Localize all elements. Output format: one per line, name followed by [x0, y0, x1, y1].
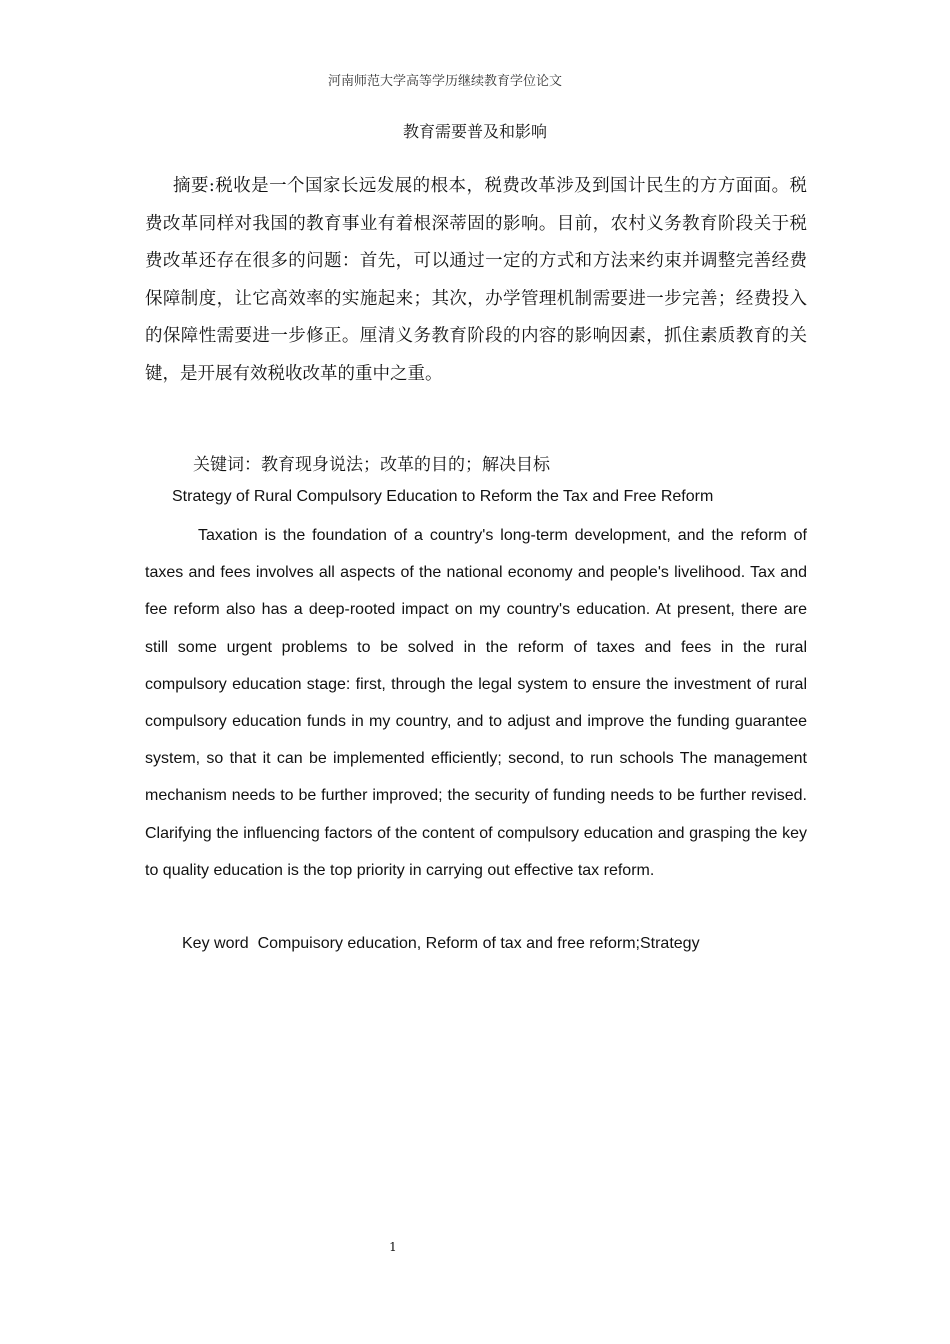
chinese-keywords [193, 450, 550, 475]
chinese-abstract-label: 摘要 [173, 175, 209, 195]
document-title: 教育需要普及和影响 [402, 122, 547, 141]
chinese-keywords-text: ；改革的目的；解决目标 [363, 455, 550, 475]
english-abstract: Taxation is the foundation of a country's long-term development, and the reform of taxes and fees involves all aspects of the national economy and people's livelihood. Tax and fee reform also has a deep-rooted impact on my country's education. At present, there are still some urgent problems to be solved in the reform of taxes and fees in the rural compulsory education stage: first, through the legal system to ensure the investment of rural compulsory education funds in my country, and to adjust and improve the funding guarantee system, so that it can be implemented efficiently; second, to run schools The management mechanism needs to be further improved; the security of funding needs to be further revised. Clarifying the influencing factors of the content of compulsory education and grasping the key to quality education is the top priority in carrying out effective tax reform. [145, 527, 807, 879]
chinese-abstract-text: 税收是一个国家长远发展的根本，税费改革涉及到国计民生的方方面面。税费改革同样对我国的教育事业有着根深蒂固的影响。目前，农村义务教育阶段关于税费改革还存在很多的问题：首先，可以通过一定的方式和方法来约束并调整完善经费保障制度，让它高效率的实施起来；其次，办学管理机制需要进一步完善；经费投入的保障性需要进一步修正。厘清义务教育阶段的内容的影响因素，抓住素质教育的关键，是开展有效税收改革的重中之重。 [145, 176, 808, 384]
page-number: 1 [389, 1240, 397, 1254]
english-title: Strategy of Rural Compulsory Education to Reform the Tax and Free Reform [172, 488, 714, 505]
english-keywords: Key word Compuisory education, Reform of tax and free reform;Strategy [182, 935, 700, 952]
chinese-abstract-separator: : [208, 176, 215, 196]
chinese-abstract [145, 167, 807, 393]
chinese-keywords-label: 关键词：教育现身说法 [193, 455, 363, 474]
running-header: 河南师范大学高等学历继续教育学位论文 [327, 74, 562, 89]
